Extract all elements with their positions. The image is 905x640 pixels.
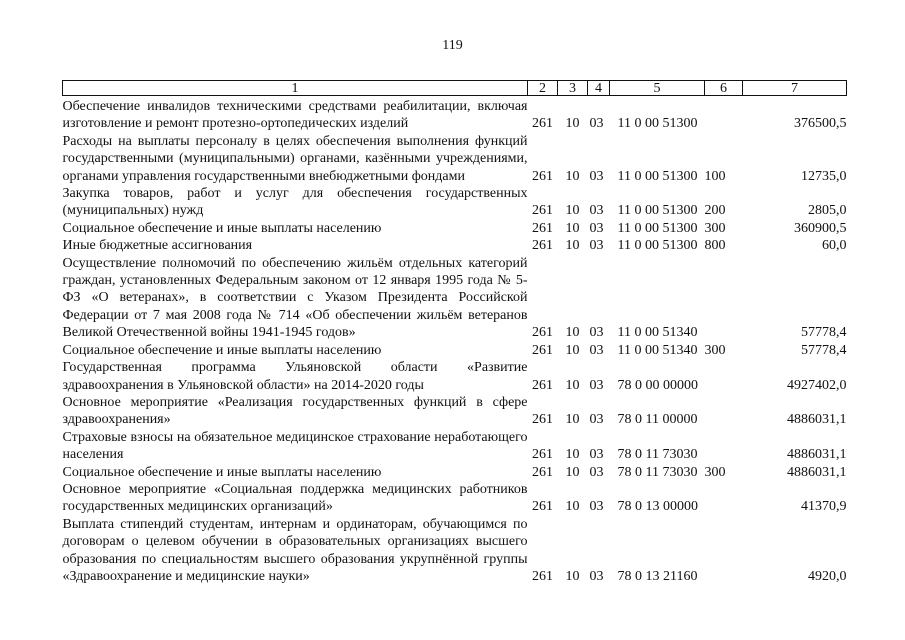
code-csr: 11 0 00 51300 [617, 203, 698, 219]
code-csr: 78 0 11 00000 [617, 412, 698, 428]
code-gr: 261 [532, 412, 553, 428]
table-body [63, 96, 847, 586]
table-row [63, 185, 847, 220]
code-vr [705, 359, 743, 394]
amount: 4886031,1 [787, 464, 847, 480]
code-pr: 03 [589, 238, 604, 254]
code-vr: 800 [704, 238, 726, 254]
table-header [63, 81, 847, 96]
table-row [63, 255, 847, 342]
item-name: Страховые взносы на обязательное медицинское страхование неработающего населения [62, 429, 528, 463]
code-rz: 10 [565, 499, 580, 515]
item-name: Иные бюджетные ассигнования [62, 238, 253, 254]
header-cell: 2 [528, 81, 558, 96]
table-row [63, 464, 847, 481]
code-gr: 261 [532, 203, 553, 219]
amount: 4886031,1 [787, 412, 847, 428]
code-pr: 03 [589, 342, 604, 358]
item-name: Расходы на выплаты персоналу в целях обеспечения выполнения функций государственными (муниципальными) органами, казёнными учреждениями, органами управления государственными внебюджетными фондами [62, 133, 528, 184]
code-vr [705, 255, 743, 342]
header-cell: 1 [63, 81, 528, 96]
table-row [63, 133, 847, 185]
code-gr: 261 [532, 447, 553, 463]
table-row [63, 220, 847, 237]
code-gr: 261 [532, 568, 553, 584]
table-row [63, 481, 847, 516]
amount: 60,0 [822, 238, 847, 254]
code-gr: 261 [532, 377, 553, 393]
code-gr: 261 [532, 325, 553, 341]
code-gr: 261 [532, 116, 553, 132]
code-gr: 261 [532, 499, 553, 515]
code-pr: 03 [589, 220, 604, 236]
amount: 360900,5 [794, 220, 847, 236]
amount: 4920,0 [808, 568, 847, 584]
code-pr: 03 [589, 116, 604, 132]
table-row [63, 237, 847, 254]
code-gr: 261 [532, 168, 553, 184]
code-csr: 78 0 11 73030 [617, 464, 698, 480]
code-vr: 200 [704, 203, 726, 219]
code-gr: 261 [532, 220, 553, 236]
code-csr: 11 0 00 51300 [617, 168, 698, 184]
code-rz: 10 [565, 116, 580, 132]
item-name: Социальное обеспечение и иные выплаты населению [62, 220, 382, 236]
table-row [63, 96, 847, 133]
code-vr: 300 [704, 220, 726, 236]
code-vr [705, 394, 743, 429]
code-rz: 10 [565, 412, 580, 428]
amount: 12735,0 [801, 168, 847, 184]
amount: 57778,4 [801, 342, 847, 358]
code-rz: 10 [565, 168, 580, 184]
page-number: 119 [442, 38, 463, 53]
code-csr: 11 0 00 51340 [617, 342, 698, 358]
code-vr [705, 429, 743, 464]
code-vr: 100 [704, 168, 726, 184]
code-vr: 300 [704, 464, 726, 480]
table-row [63, 359, 847, 394]
code-rz: 10 [565, 377, 580, 393]
header-cell: 5 [610, 81, 705, 96]
header-cell: 7 [743, 81, 847, 96]
code-gr: 261 [532, 342, 553, 358]
item-name: Обеспечение инвалидов техническими средствами реабилитации, включая изготовление и ремонт протезно-ортопедических изделий [62, 99, 528, 132]
code-vr [705, 96, 743, 133]
table-row [63, 394, 847, 429]
amount: 57778,4 [801, 325, 847, 341]
header-cell: 3 [558, 81, 588, 96]
item-name: Государственная программа Ульяновской области «Развитие здравоохранения в Ульяновской области» на 2014-2020 годы [62, 360, 528, 393]
code-rz: 10 [565, 568, 580, 584]
code-csr: 78 0 13 00000 [617, 499, 698, 515]
code-rz: 10 [565, 203, 580, 219]
table-row [63, 516, 847, 586]
code-vr [705, 481, 743, 516]
amount: 376500,5 [794, 116, 847, 132]
code-rz: 10 [565, 342, 580, 358]
code-pr: 03 [589, 447, 604, 463]
code-rz: 10 [565, 447, 580, 463]
code-csr: 11 0 00 51300 [617, 116, 698, 132]
header-cell: 6 [705, 81, 743, 96]
code-pr: 03 [589, 203, 604, 219]
code-csr: 11 0 00 51300 [617, 220, 698, 236]
item-name: Выплата стипендий студентам, интернам и ординаторам, обучающимся по договорам о целевом обучении в образовательных организациях высшего образования по специальностям высшего образования укрупнённой группы «Здравоохранение и медицинские науки» [62, 516, 528, 584]
code-pr: 03 [589, 464, 604, 480]
code-vr [705, 516, 743, 586]
code-rz: 10 [565, 464, 580, 480]
budget-table [62, 80, 847, 585]
code-pr: 03 [589, 325, 604, 341]
code-csr: 78 0 00 00000 [617, 377, 698, 393]
code-csr: 78 0 11 73030 [617, 447, 698, 463]
code-csr: 11 0 00 51300 [617, 238, 698, 254]
code-rz: 10 [565, 220, 580, 236]
item-name: Социальное обеспечение и иные выплаты населению [62, 464, 382, 480]
code-pr: 03 [589, 377, 604, 393]
amount: 4886031,1 [787, 447, 847, 463]
item-name: Осуществление полномочий по обеспечению жильём отдельных категорий граждан, установленных Федеральным законом от 12 января 1995 года № 5-ФЗ «О ветеранах», в соответствии с Указом Президента Российской Федерации от 7 мая 2008 года № 714 «Об обеспечении жильём ветеранов Великой Отечественной войны 1941-1945 годов» [62, 255, 528, 341]
code-pr: 03 [589, 168, 604, 184]
item-name: Основное мероприятие «Реализация государственных функций в сфере здравоохранения» [62, 394, 528, 428]
header-cell: 4 [588, 81, 610, 96]
code-rz: 10 [565, 238, 580, 254]
code-pr: 03 [589, 499, 604, 515]
code-rz: 10 [565, 325, 580, 341]
item-name: Закупка товаров, работ и услуг для обеспечения государственных (муниципальных) нужд [62, 186, 528, 219]
code-csr: 78 0 13 21160 [617, 568, 698, 584]
table-row [63, 429, 847, 464]
code-gr: 261 [532, 238, 553, 254]
code-pr: 03 [589, 568, 604, 584]
code-pr: 03 [589, 412, 604, 428]
table-row [63, 342, 847, 359]
item-name: Основное мероприятие «Социальная поддержка медицинских работников государственных медицинских организаций» [62, 481, 528, 515]
code-gr: 261 [532, 464, 553, 480]
code-csr: 11 0 00 51340 [617, 325, 698, 341]
amount: 4927402,0 [787, 377, 847, 393]
item-name: Социальное обеспечение и иные выплаты населению [62, 342, 382, 358]
code-vr: 300 [704, 342, 726, 358]
amount: 2805,0 [808, 203, 847, 219]
amount: 41370,9 [801, 499, 847, 515]
